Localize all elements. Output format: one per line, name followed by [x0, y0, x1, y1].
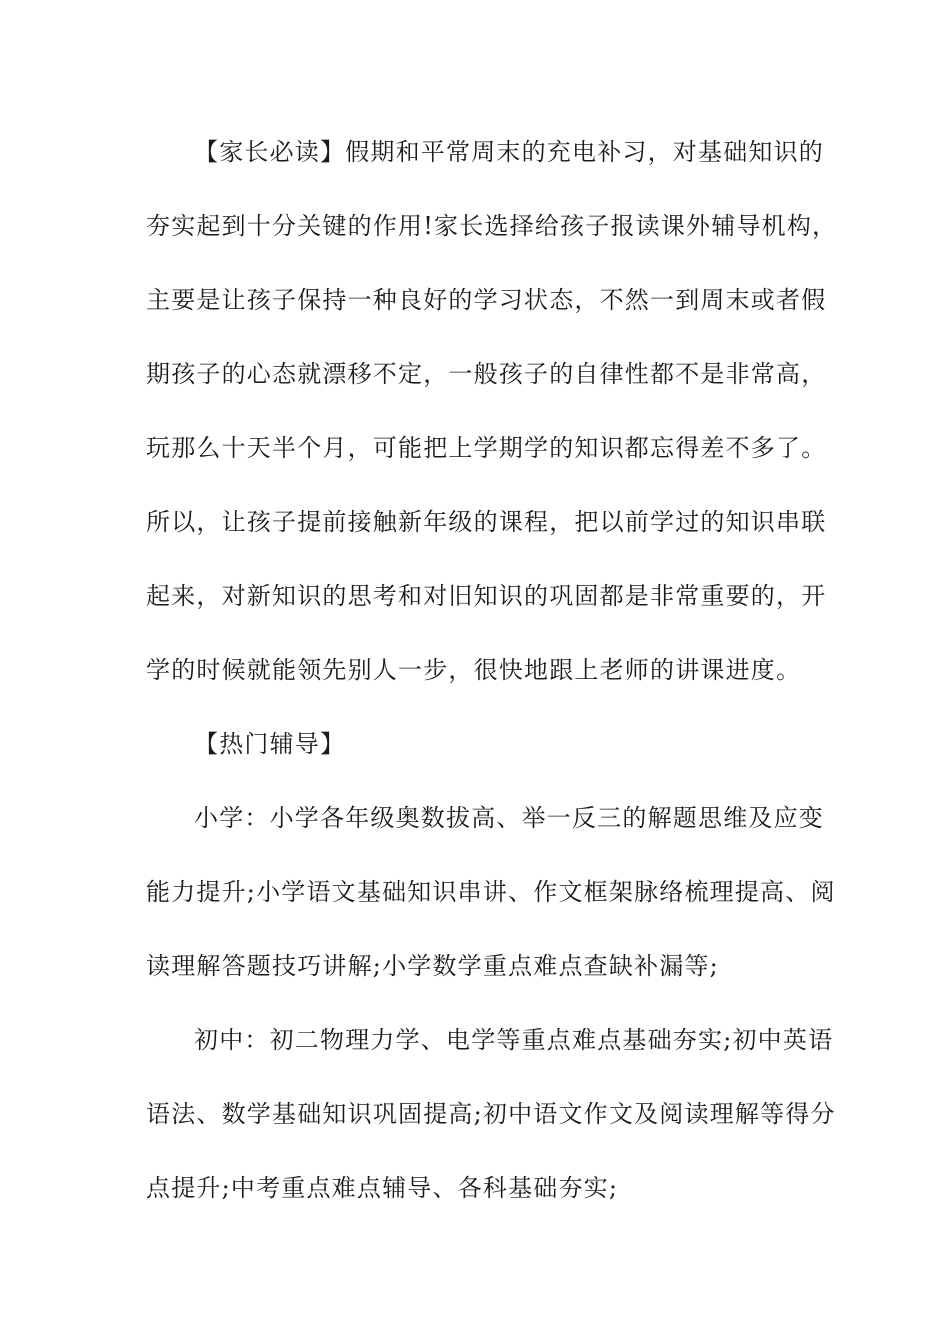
paragraph-primary-school-line-1: 小学：小学各年级奥数拔高、举一反三的解题思维及应变 — [194, 804, 824, 832]
paragraph-junior-high-line-2: 语法、数学基础知识巩固提高;初中语文作文及阅读理解等得分 — [146, 1100, 836, 1128]
section-heading-popular-tutoring: 【热门辅导】 — [194, 730, 346, 758]
paragraph-parent-must-read-line-2: 夯实起到十分关键的作用!家长选择给孩子报读课外辅导机构， — [146, 212, 838, 240]
paragraph-parent-must-read-line-4: 期孩子的心态就漂移不定，一般孩子的自律性都不是非常高， — [146, 360, 827, 388]
paragraph-parent-must-read-line-8: 学的时候就能领先别人一步，很快地跟上老师的讲课进度。 — [146, 656, 802, 684]
paragraph-parent-must-read-line-5: 玩那么十天半个月，可能把上学期学的知识都忘得差不多了。 — [146, 434, 827, 462]
paragraph-junior-high-line-3: 点提升;中考重点难点辅导、各科基础夯实; — [146, 1174, 619, 1202]
paragraph-primary-school-line-2: 能力提升;小学语文基础知识串讲、作文框架脉络梳理提高、阅 — [146, 878, 836, 906]
paragraph-junior-high-line-1: 初中：初二物理力学、电学等重点难点基础夯实;初中英语 — [194, 1026, 834, 1054]
paragraph-parent-must-read-line-3: 主要是让孩子保持一种良好的学习状态，不然一到周末或者假 — [146, 286, 827, 314]
paragraph-primary-school-line-3: 读理解答题技巧讲解;小学数学重点难点查缺补漏等; — [146, 952, 719, 980]
paragraph-parent-must-read-line-7: 起来，对新知识的思考和对旧知识的巩固都是非常重要的，开 — [146, 582, 827, 610]
paragraph-parent-must-read-line-6: 所以，让孩子提前接触新年级的课程，把以前学过的知识串联 — [146, 508, 827, 536]
paragraph-parent-must-read-line-1: 【家长必读】假期和平常周末的充电补习，对基础知识的 — [194, 138, 824, 166]
